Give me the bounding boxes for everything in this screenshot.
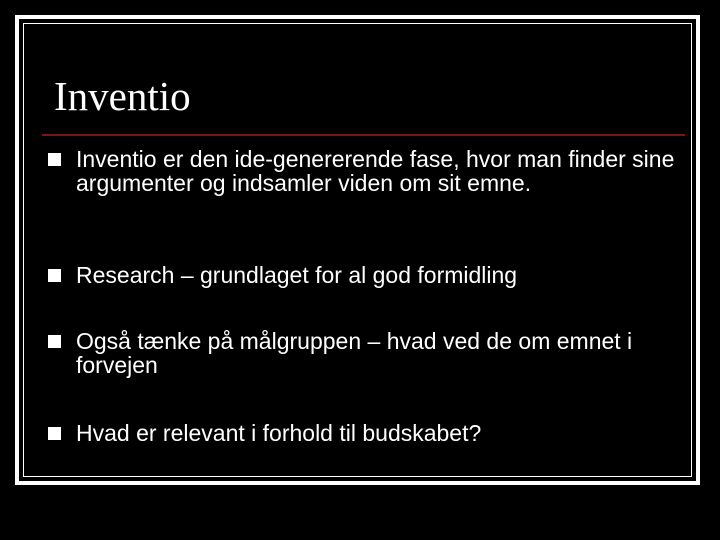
title-divider bbox=[42, 134, 685, 136]
bullet-text: Research – grundlaget for al god formidling bbox=[76, 262, 518, 288]
bullet-text: Inventio er den ide-genererende fase, hvor man finder sine argumenter og indsamler viden om sit emne. bbox=[76, 146, 675, 196]
square-bullet-icon bbox=[48, 335, 61, 348]
square-bullet-icon bbox=[48, 269, 61, 282]
bullet-text: Hvad er relevant i forhold til budskabet? bbox=[76, 420, 482, 446]
slide-title: Inventio bbox=[54, 73, 191, 119]
bullet-text: Også tænke på målgruppen – hvad ved de om emnet i forvejen bbox=[76, 328, 633, 378]
square-bullet-icon bbox=[48, 427, 61, 440]
square-bullet-icon bbox=[48, 153, 61, 166]
